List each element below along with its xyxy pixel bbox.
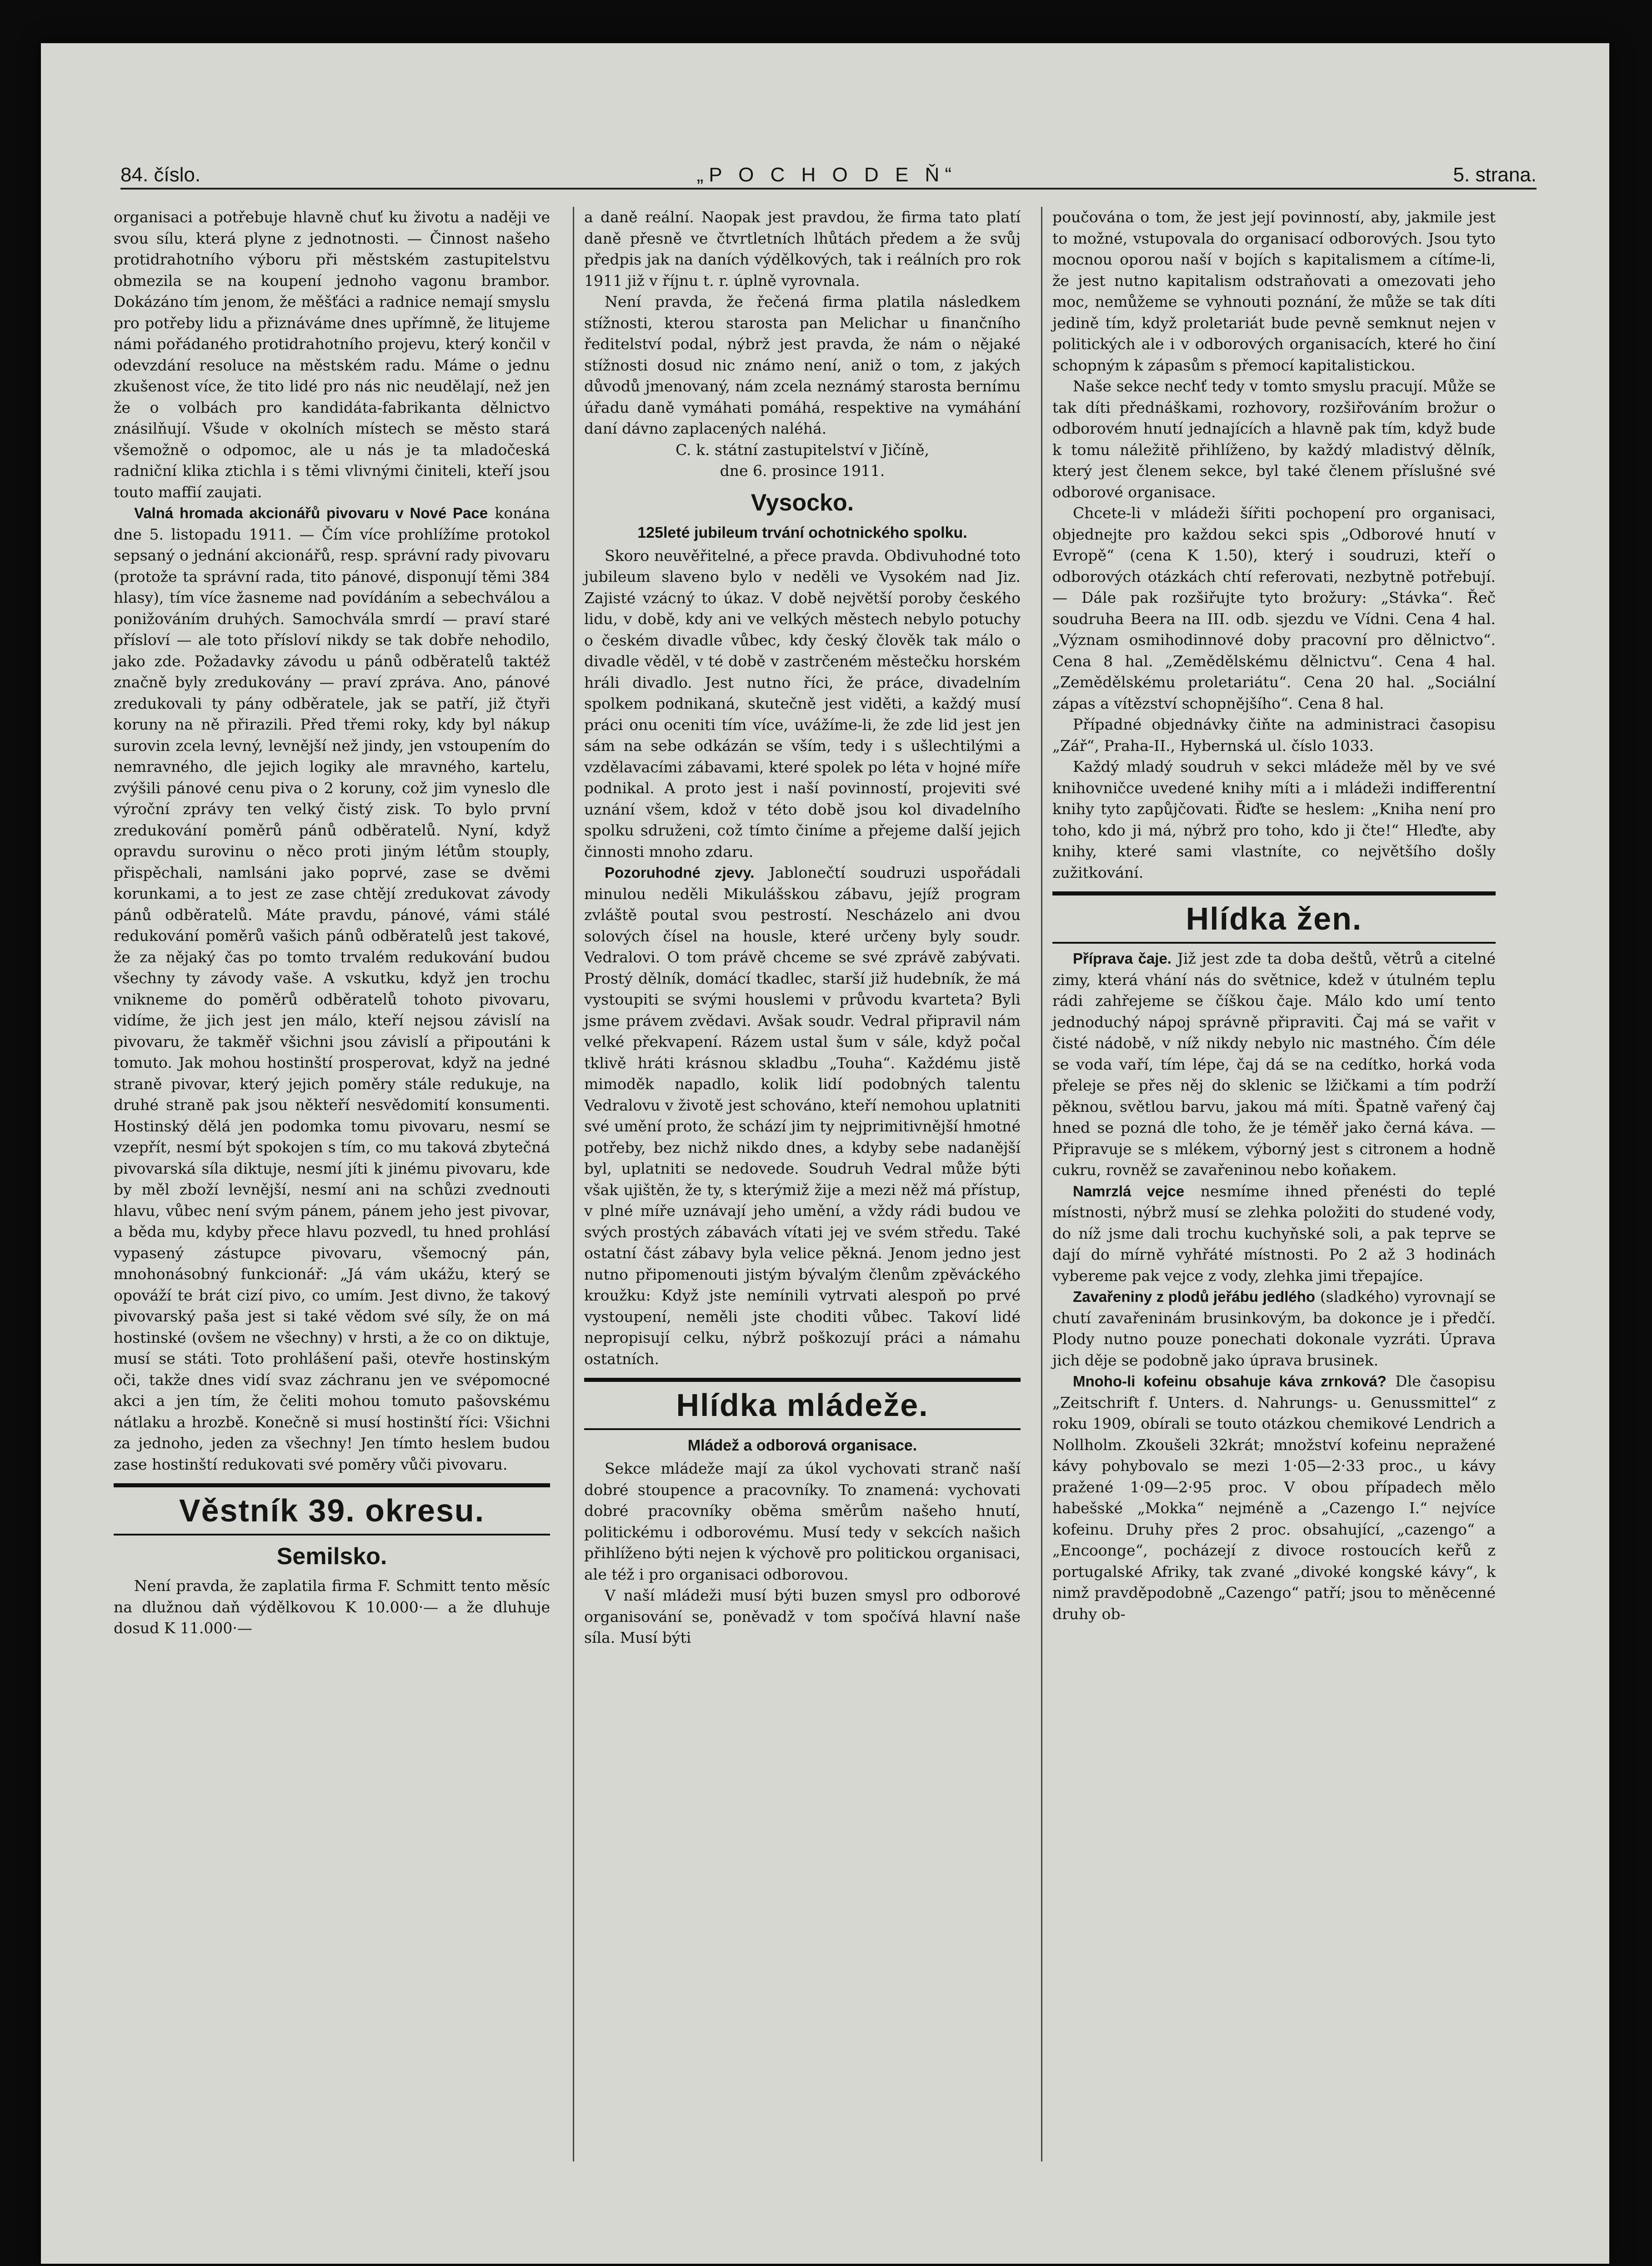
article-paragraph [1052,1371,1496,1625]
paragraph-lead: Příprava čaje. [1073,950,1171,967]
paragraph-lead: Pozoruhodné zjevy. [605,864,755,881]
paragraph-text: Jablonečtí soudruzi uspořádali minulou neděli Mikulášskou zábavu, jejíž program zvláště poutal svou pestrostí. Nescházelo ani dvou solových čísel na housle, které určeny byly soudr. Vedralovi. O tom právě chceme se své zprávě zabývati. Prostý dělník, domácí tkadlec, starší již hudebník, že má vystoupiti se svými houslemi v průvodu kvarteta? Byli jsme právem zvědavi. Avšak soudr. Vedral připravil nám velké překvapení. Rázem ustal šum v sále, když počal tklivě hráti krásnou skladbu „Touha“. Každému jistě mimoděk napadlo, kolik lidí podobných talentu Vedralovu v životě jest schováno, kteří nemohou uplatniti své umění proto, že schází jim ty nejprimitivnější hmotné potřeby, bez nichž nikdo dnes, a kdyby sebe nadanější byl, uplatniti se nedovede. Soudruh Vedral může býti však ujištěn, že ty, s kterýmiž žije a mezi něž má přístup, v plné míře uznávají jeho umění, a vždy rádi budou ve svých prostých zábavách vítati jej ve svém středu. Také ostatní část zábavy byla velice pěkná. Jenom jedno jest nutno připomenouti jistým bývalým členům zpěváckého kroužku: Když jste nemínili vytrvati alespoň po prvé vystoupení, neměli jste choditi vůbec. Takoví lidé nepropisují celku, nýbrž poškozují práci a námahu ostatních. [584,864,1021,1368]
column-3 [1052,207,1496,1625]
article-paragraph: Každý mladý soudruh v sekci mládeže měl by ve své knihovničce uvedené knihy míti a i mládeži indifferentní knihy tyto zapůjčovati. Řiďte se heslem: „Kniha není pro toho, kdo ji má, nýbrž pro toho, kdo ji čte!“ Hleďte, aby knihy, které sami vlastníte, co největšího došly zužitkování. [1052,758,1496,881]
article-paragraph: Není pravda, že zaplatila firma F. Schmitt tento měsíc na dlužnou daň výdělkovou K 10.000·— a že dluhuje dosud K 11.000·— [114,1577,550,1637]
paragraph-lead: Mnoho-li kofeinu obsahuje káva zrnková? [1073,1373,1387,1390]
article-paragraph: a daně reální. Naopak jest pravdou, že firma tato platí daně přesně ve čtvrtletních lhůtách předem a že svůj předpis jak na daních výdělkových, tak i reálních pro rok 1911 již v říjnu t. r. úplně vyrovnala. [584,208,1021,290]
article-paragraph [1052,1286,1496,1371]
paragraph-text: Dle časopisu „Zeitschrift f. Unters. d. Nahrungs- u. Genussmittel“ z roku 1909, obírali se touto otázkou chemikové Lendrich a Nollholm. Zkoušeli 32krát; množství kofeinu nepražené kávy pohybovalo se mezi 1·05—2·33 proc., u kávy pražené 1·09—2·95 proc. V obou případech mělo habešské „Mokka“ nejméně a „Cazengo I.“ nejvíce kofeinu. Druhy přes 2 proc. obsahující, „cazengo“ a „Encoonge“, pocházejí z divoce rostoucích keřů z portugalské Afriky, tak zvané „divoké kongské kávy“, k nimž pravděpodobně „Cazengo“ patří; jsou to měněcenné druhy ob- [1052,1372,1496,1623]
article-paragraph [584,862,1021,1370]
section-heading-zen: Hlídka žen. [1052,891,1496,944]
article-paragraph [114,503,550,1475]
region-heading-semilsko: Semilsko. [276,1543,387,1570]
article-paragraph: V naší mládeži musí býti buzen smysl pro odborové organisování se, poněvadž v tom spočívá hlavní naše síla. Musí býti [584,1586,1021,1646]
article-paragraph: Není pravda, že řečená firma platila následkem stížnosti, kterou starosta pan Melichar u finančního ředitelství podal, nýbrž jest pravda, že nám o nějaké stížnosti dosud nic známo není, aniž o tom, z jakých důvodů jmenovaný, nám zcela neznámý starosta bernímu úřadu daně vymáhati pomáhá, respektive na vymáhání daní dávno zaplacených naléhá. [584,293,1021,437]
signature-date: dne 6. prosince 1911. [720,462,885,480]
page-number: 5. strana. [1453,164,1537,186]
article-paragraph: poučována o tom, že jest její povinností, aby, jakmile jest to možné, vstupovala do organisací odborových. Jsou tyto mocnou oporou naší v bojích s kapitalismem a cítíme-li, že jest nutno kapitalism odstraňovati a omezovati jeho moc, nemůžeme se vyhnouti poznání, že může se tak díti jedině tím, když proletariát bude pevně semknut nejen v politických ale i v odborových organisacích, které ho činí schopným k zápasům s přemocí kapitalistickou. [1052,208,1496,374]
region-heading-vysocko: Vysocko. [751,489,854,516]
newspaper-page [41,43,1609,2264]
signature-line: C. k. státní zastupitelství v Jičíně, [675,440,930,459]
article-paragraph: Naše sekce nechť tedy v tomto smyslu pracují. Může se tak díti přednáškami, rozhovory, rozšiřováním brožur o odborovém hnutí jednajících a hlavně pak tím, když bude k tomu náležitě přihlíženo, by každý mladistvý dělník, který jest členem sekce, byl také členem příslušné své odborové organisace. [1052,377,1496,501]
paragraph-lead: Namrzlá vejce [1073,1182,1185,1200]
issue-number: 84. číslo. [120,164,201,186]
section-heading-mladeze: Hlídka mládeže. [584,1378,1021,1430]
article-heading: Mládež a odborová organisace. [687,1437,917,1454]
article-paragraph: Sekce mládeže mají za úkol vychovati stranč naší dobré stoupence a pracovníky. To znamená: vychovati dobré pracovníky oběma směrům našeho hnutí, politickému i odborovému. Musí tedy v sekcích našich přihlíženo býti nejen k výchově pro politickou organisaci, ale též i pro organisaci odborovou. [584,1460,1021,1583]
article-paragraph: Skoro neuvěřitelné, a přece pravda. Obdivuhodné toto jubileum slaveno bylo v neděli ve Vysokém nad Jiz. Zajisté vzácný to úkaz. V době největší poroby českého lidu, v době, kdy ani ve velkých městech nebylo potuchy o českém divadle vůbec, kdy český člověk tak málo o divadle věděl, v té době v zastrčeném městečku horském hráli divadlo. Jest nutno říci, že práce, divadelním spolkem podnikaná, skutečně jest viděti, a každý musí práci onu oceniti tím více, uvážíme-li, že zde lid jest jen sám na sebe odkázán se vším, tedy i s ušlechtilými a vzdělavacími zábavami, které spolek po léta v hojné míře podnikal. A proto jest i naší povinností, projeviti své uznání všem, kdož v této době jsou kol divadelního spolku sdruženi, což tímto činíme a přejeme další jejich činnosti mnoho zdaru. [584,546,1021,860]
article-heading: 125leté jubileum trvání ochotnického spolku. [637,524,967,541]
article-paragraph [1052,948,1496,1181]
header-rule [120,188,1537,190]
paragraph-text: Již jest zde ta doba deštů, větrů a citelné zimy, která vhání nás do světnice, kdež v útulném teplu rádi zahřejeme se číškou čaje. Málo kdo umí tento jednoduchý nápoj správně připraviti. Čaj má se vařit v čisté nádobě, v níž nikdy nebylo nic mastného. Čím déle se voda vaří, tím lépe, čaj dá se na cedítko, horká voda přeleje se přes něj do sklenic se lžičkami a tím podrží pěknou, světlou barvu, jakou má míti. Špatně vařený čaj hned se pozná dle toho, že je téměř jako černá káva. — Připravuje se s mlékem, výborný jest s citronem a hodně cukru, rovněž se zavařeninou nebo koňakem. [1052,950,1496,1179]
running-head [120,155,1537,186]
newspaper-title: „P O C H O D E Ň“ [696,164,957,186]
section-heading-vestnik: Věstník 39. okresu. [114,1483,550,1536]
paragraph-text: (sladkého) vyrovnají se chutí zavařeninám brusinkovým, ba dokonce je i předčí. Plody nutno pouze ponechati dokonale vyzráti. Úprava jich děje se podobně jako úprava brusinek. [1052,1288,1496,1369]
paragraph-text: nesmíme ihned přenésti do teplé místnosti, nýbrž musí se zlehka položiti do studené vody, do níž jsme dali trochu kuchyňské soli, a pak teprve se dají do mírně vyhřáté místnosti. Po 2 až 3 hodinách vybereme pak vejce z vody, zlehka jimi třepajíce. [1052,1182,1496,1285]
column-1 [114,207,550,1639]
paragraph-lead: Zavařeniny z plodů jeřábu jedlého [1073,1288,1316,1305]
column-divider [1041,207,1042,2161]
article-paragraph [1052,1181,1496,1287]
paragraph-text: konána dne 5. listopadu 1911. — Čím více prohlížíme protokol sepsaný o jednání akcionářů, resp. správní rady pivovaru (protože ta správní rada, tito pánové, disponují těmi 384 hlasy), tím více žasneme nad povídáním a sebechválou a ponižováním druhých. Samochvála smrdí — praví staré přísloví — ale toto přísloví nikdy se tak dobře nehodilo, jako zde. Požadavky závodu u pánů odběratelů taktéž značně byly zredukovány — praví zpráva. Ano, pánové zredukovali ty pány odběratele, jak se patří, již čtyři koruny na ně přirazili. Před třemi roky, kdy byl nákup surovin zcela levný, levnější než jindy, jen vstoupením do nemravného, dle jejich logiky ale mravného, kartelu, zvýšili pánové cenu piva o 2 koruny, což jim vyneslo dle výroční zprávy ten velký čistý zisk. To bylo první zredukování poměrů pánů odběratelů. Nyní, když opravdu surovinu o něco proti jiným létům stouply, přispěchali, namlsáni jako poprvé, zase se dvěmi korunkami, a to jest ze zase chtějí zredukovat závody pánů odběratelů. Máte pravdu, pánové, vámi stálé redukování poměrů vašich pánů odběratelů jest takové, že za nějaký čas po tomto trvalém redukování budou všechny ty závody vaše. A vskutku, když jen trochu vnikneme do poměrů odběratelů tohoto pivovaru, vidíme, že jich jest jen málo, kteří nejsou závislí na pivovaru, že takměř všichni jsou závislí a připoutáni k tomuto. Jak mohou hostinští prosperovat, když na jedné straně pivovar, který jejich poměry stále redukuje, na druhé straně pak jsou někteří nesvědomití konsumenti. Hostinský dělá jen podomka tomu pivovaru, nesmí se vzepřít, nesmí být spokojen s tím, co mu taková zbytečná pivovarská síla diktuje, nesmí jíti k jinému pivovaru, kde by měl zboží levnější, nesmí ani na schůzi zvednouti hlavu, vůbec není svým pánem, pánem jeho jest pivovar, a běda mu, kdyby přece hlavu pozvedl, tu hned prohlásí vypasený zástupce pivovaru, všemocný pán, mnohonásobný funkcionář: „Já vám ukážu, který se opováží te brát cizí pivo, co umím. Jest divno, že takový pivovarský paša jest si také vědom své síly, že on má hostinské (ovšem ne všechny) v hrsti, a že co on diktuje, musí se státi. Toto prohlášení paši, otevře hostinským oči, takže dnes vidí svaz záchranu jen ve svépomocné akci a jen tím, že čeliti mohou tomuto pašovskému nátlaku a hrozbě. Konečně si musí hostinští říci: Všichni za jednoho, jeden za všechny! Jen tímto heslem budou zase hostinští redukovati své poměry vůči pivovaru. [114,504,550,1473]
article-paragraph: Chcete-li v mládeži šířiti pochopení pro organisaci, objednejte pro každou sekci spis „Odborové hnutí v Evropě“ (cena K 1.50), který i soudruzi, kteří o odborových otázkách chtí referovati, nezbytně potřebují. — Dále pak rozšiřujte tyto brožury: „Stávka“. Řeč soudruha Beera na III. odb. sjezdu ve Vídni. Cena 4 hal. „Význam osmihodinnové doby pracovní pro dělnictvo“. Cena 8 hal. „Zemědělskému dělnictvu“. Cena 4 hal. „Zemědělskému proletariátu“. Cena 20 hal. „Sociální zápas a vítězství schopnějšího“. Cena 8 hal. [1052,504,1496,712]
article-paragraph: Případné objednávky čiňte na administraci časopisu „Zář“, Praha-II., Hybernská ul. číslo 1033. [1052,715,1496,755]
column-2 [584,207,1021,1649]
paragraph-lead: Valná hromada akcionářů pivovaru v Nové Pace [134,505,488,521]
column-divider [573,207,574,2161]
article-paragraph: organisaci a potřebuje hlavně chuť ku životu a naději ve svou sílu, která plyne z jednotnosti. — Činnost našeho protidrahotního výboru při městském zastupitelstvu obmezila se na koupení jednoho vagonu brambor. Dokázáno tím jenom, že měšťáci a radnice nemají smyslu pro potřeby lidu a přiznáváme dnes upřímně, že litujeme námi pořádaného protidrahotního projevu, který končil v odevzdání resoluce na městském radu. Máme o jednu zkušenost více, že tito lidé pro nás nic neudělají, než jen že o volbách pro kandidáta-fabrikanta dělnictvo znásilňují. Všude v okolních místech se město stará všemožně o odpomoc, ale u nás je ta mladočeská radniční klika ztichla i s těmi vlivnými činiteli, kteří jsou touto maffií zaujati. [114,208,550,501]
